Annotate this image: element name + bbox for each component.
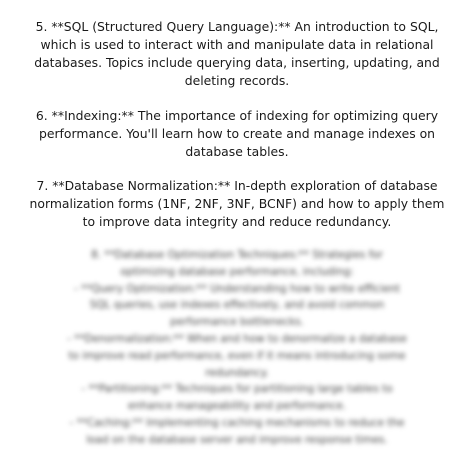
blurred-section-optimization: [30, 247, 444, 449]
section-normalization: 7. **Database Normalization:** In-depth exploration of database normalization forms (1NF, 2NF, 3NF, BCNF) and how to apply them to improve data integrity and reduce redundancy.: [29, 178, 445, 229]
blurred-item-query-optimization: - **Query Optimization:** Understanding how to write efficient SQL queries, use indexes effectively, and avoid common performance bottlenecks.: [74, 282, 400, 329]
blurred-heading: 8. **Database Optimization Techniques:** Strategies for optimizing database performance, including:: [91, 249, 383, 278]
blurred-item-denormalization: - **Denormalization:** When and how to denormalize a database to improve read performance, even if it means introducing some redundancy.: [67, 332, 407, 379]
blurred-item-partitioning: - **Partitioning:** Techniques for partitioning large tables to enhance manageability and performance.: [81, 383, 393, 413]
section-sql: 5. **SQL (Structured Query Language):** An introduction to SQL, which is used to interact with and manipulate data in relational databases. Topics include querying data, inserting, updating, and deleting records.: [34, 19, 440, 88]
section-indexing: 6. **Indexing:** The importance of indexing for optimizing query performance. You'll learn how to create and manage indexes on database tables.: [35, 108, 439, 159]
blurred-item-caching: - **Caching:** Implementing caching mechanisms to reduce the load on the database server and improve response times.: [69, 416, 405, 446]
